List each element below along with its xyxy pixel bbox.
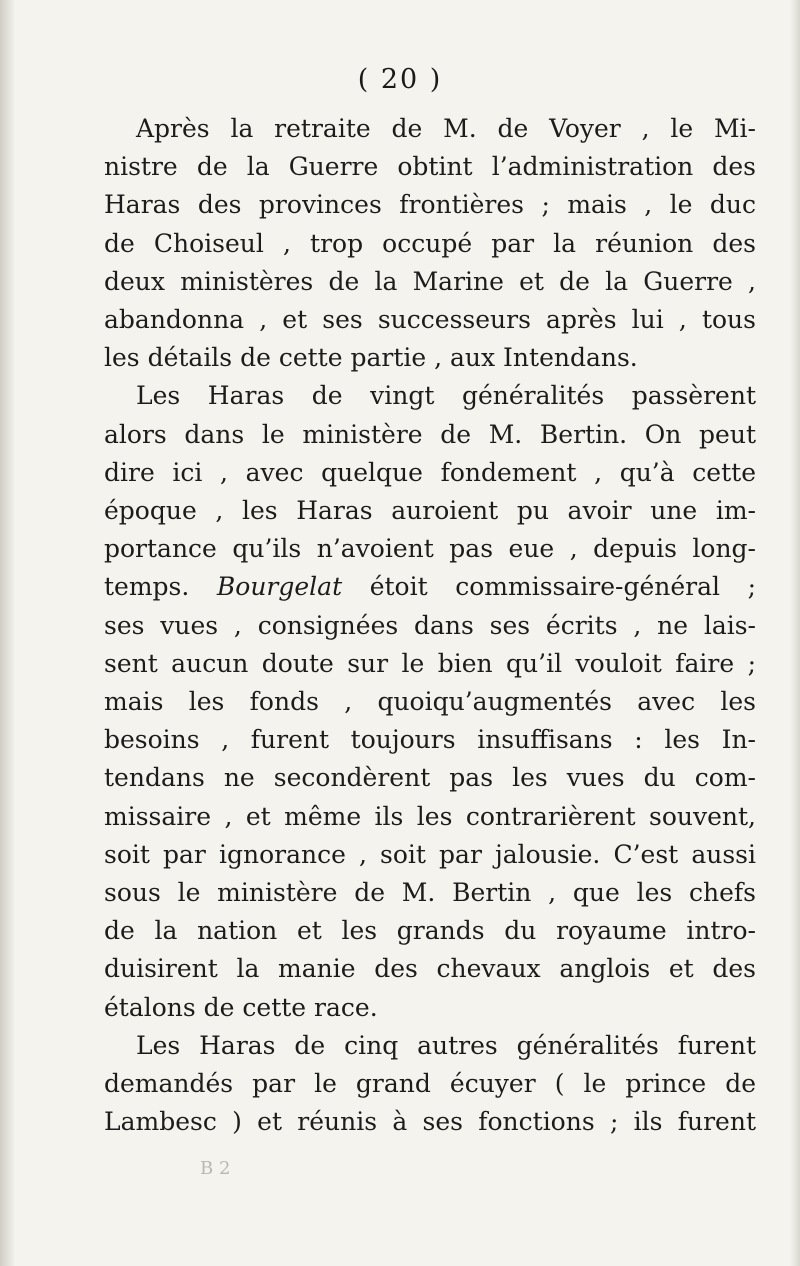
text-line: demandés par le grand écuyer ( le prince de <box>104 1069 756 1099</box>
text-line: soit par ignorance , soit par jalousie. C’est aussi <box>104 839 756 869</box>
text-line: nistre de la Guerre obtint l’administration des <box>104 152 756 182</box>
text-line: Lambesc ) et réunis à ses fonctions ; ils furent <box>104 1107 756 1137</box>
text-fragment: temps. <box>104 572 190 602</box>
text-line: époque , les Haras auroient pu avoir une im- <box>104 496 756 526</box>
signature-mark: B 2 <box>200 1158 231 1179</box>
text-line: de Choiseul , trop occupé par la réunion des <box>104 228 756 258</box>
text-line: sent aucun doute sur le bien qu’il vouloit faire ; <box>104 648 756 678</box>
text-line-with-italic <box>104 568 756 606</box>
page-edge-shadow <box>790 0 800 1266</box>
text-line: ses vues , consignées dans ses écrits , ne lais- <box>104 610 756 640</box>
text-line: dire ici , avec quelque fondement , qu’à cette <box>104 457 756 487</box>
body-text <box>104 110 756 1141</box>
text-line: Les Haras de vingt généralités passèrent <box>136 381 756 411</box>
text-line: Après la retraite de M. de Voyer , le Mi- <box>136 114 756 143</box>
text-line: de la nation et les grands du royaume intro- <box>104 916 756 946</box>
text-line: tendans ne secondèrent pas les vues du com- <box>104 763 756 793</box>
text-line: duisirent la manie des chevaux anglois et des <box>104 954 756 984</box>
text-line: les détails de cette partie , aux Intendans. <box>104 343 638 373</box>
text-line: sous le ministère de M. Bertin , que les chefs <box>104 878 756 908</box>
text-line: abandonna , et ses successeurs après lui , tous <box>104 305 756 335</box>
text-line: mais les fonds , quoiqu’augmentés avec les <box>104 687 756 717</box>
italic-name: Bourgelat <box>216 572 343 602</box>
text-line: Haras des provinces frontières ; mais , le duc <box>104 190 756 220</box>
page-number: ( 20 ) <box>357 64 443 95</box>
text-line: missaire , et même ils les contrarièrent souvent, <box>104 801 756 831</box>
text-line: Les Haras de cinq autres généralités furent <box>136 1030 756 1060</box>
page-binding-shadow <box>0 0 14 1266</box>
text-fragment: étoit commissaire-général ; <box>369 572 756 602</box>
text-line: besoins , furent toujours insuffisans : les In- <box>104 725 756 755</box>
text-line: portance qu’ils n’avoient pas eue , depuis long- <box>104 534 756 564</box>
text-line: deux ministères de la Marine et de la Guerre , <box>104 266 756 296</box>
text-line: alors dans le ministère de M. Bertin. On peut <box>104 419 756 449</box>
text-line: étalons de cette race. <box>104 992 378 1022</box>
